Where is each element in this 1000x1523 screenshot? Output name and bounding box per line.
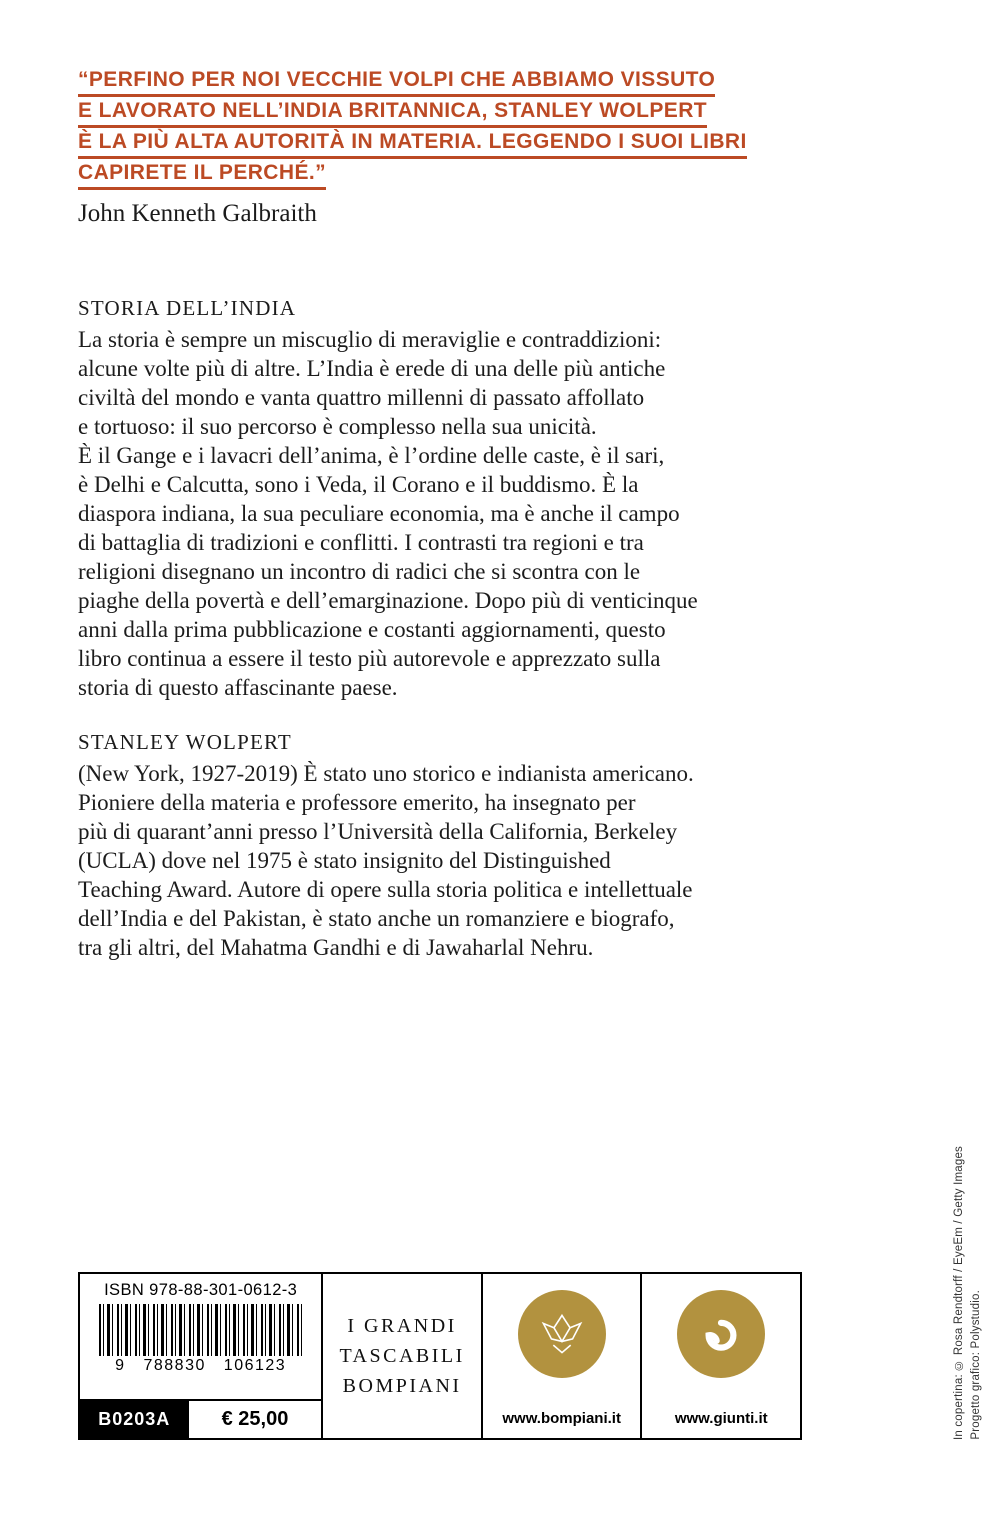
isbn-number: ISBN 978-88-301-0612-3 [104,1281,298,1299]
edition-code: B0203A [80,1401,189,1438]
author-bio-line: Pioniere della materia e professore emerito, ha insegnato per [78,790,636,815]
author-bio-line: dell’India e del Pakistan, è stato anche un romanziere e biografo, [78,906,675,931]
bompiani-cell [481,1274,641,1438]
synopsis-line: è Delhi e Calcutta, sono i Veda, il Corano e il buddismo. È la [78,472,639,497]
synopsis-section [78,295,826,702]
barcode-digits: 9 788830 106123 [115,1357,287,1374]
book-title-heading: STORIA DELL’INDIA [78,296,297,320]
barcode [99,1304,303,1356]
back-cover-text [78,68,826,962]
design-credit: Progetto grafico: Polystudio. [970,1290,982,1440]
quote-line: “PERFINO PER NOI VECCHIE VOLPI CHE ABBIAMO VISSUTO [78,68,715,97]
price: € 25,00 [221,1408,289,1430]
author-bio-line: Teaching Award. Autore di opere sulla storia politica e intellettuale [78,877,693,902]
synopsis-line: anni dalla prima pubblicazione e costanti aggiornamenti, questo [78,617,666,642]
cover-credit: In copertina: © Rosa Rendtorff / EyeEm / Getty Images [953,1145,965,1440]
publisher-footer [78,1272,802,1440]
isbn-bottom-row [80,1399,321,1438]
author-section [78,729,826,962]
photo-credits [953,1146,982,1440]
endorsement-quote [78,68,826,190]
bompiani-url: www.bompiani.it [502,1410,621,1427]
author-bio-line: tra gli altri, del Mahatma Gandhi e di Jawaharlal Nehru. [78,935,594,960]
synopsis-line: È il Gange e i lavacri dell’anima, è l’ordine delle caste, è il sari, [78,443,665,468]
author-name-heading: STANLEY WOLPERT [78,730,292,754]
isbn-cell [80,1274,321,1438]
synopsis-line: diaspora indiana, la sua peculiare economia, ma è anche il campo [78,501,680,526]
series-name-line: BOMPIANI [342,1374,462,1397]
author-bio-line: più di quarant’anni presso l’Università della California, Berkeley [78,819,678,844]
quote-line: E LAVORATO NELL’INDIA BRITANNICA, STANLEY WOLPERT [78,99,707,128]
synopsis-line: storia di questo affascinante paese. [78,675,398,700]
synopsis-line: piaghe della povertà e dell’emarginazione. Dopo più di venticinque [78,588,698,613]
giunti-logo-icon [677,1290,765,1378]
author-bio-line: (UCLA) dove nel 1975 è stato insignito del Distinguished [78,848,611,873]
author-bio-line: (New York, 1927-2019) È stato uno storico e indianista americano. [78,761,694,786]
series-cell [321,1274,481,1438]
series-name-line: TASCABILI [339,1344,465,1367]
author-bio-text [78,759,826,962]
synopsis-line: libro continua a essere il testo più autorevole e apprezzato sulla [78,646,661,671]
giunti-url: www.giunti.it [674,1410,768,1427]
synopsis-line: civiltà del mondo e vanta quattro millenni di passato affollato [78,385,645,410]
bompiani-logo-icon [518,1290,606,1378]
synopsis-line: di battaglia di tradizioni e conflitti. I contrasti tra regioni e tra [78,530,644,555]
synopsis-line: La storia è sempre un miscuglio di meraviglie e contraddizioni: [78,327,662,352]
synopsis-line: alcune volte più di altre. L’India è erede di una delle più antiche [78,356,666,381]
quote-attribution: John Kenneth Galbraith [78,200,317,227]
synopsis-text [78,325,826,702]
quote-line: È LA PIÙ ALTA AUTORITÀ IN MATERIA. LEGGENDO I SUOI LIBRI [78,130,747,159]
giunti-cell [640,1274,800,1438]
series-name-line: I GRANDI [347,1314,457,1337]
synopsis-line: religioni disegnano un incontro di radici che si scontra con le [78,559,641,584]
synopsis-line: e tortuoso: il suo percorso è complesso nella sua unicità. [78,414,597,439]
quote-line: CAPIRETE IL PERCHÉ.” [78,161,326,190]
